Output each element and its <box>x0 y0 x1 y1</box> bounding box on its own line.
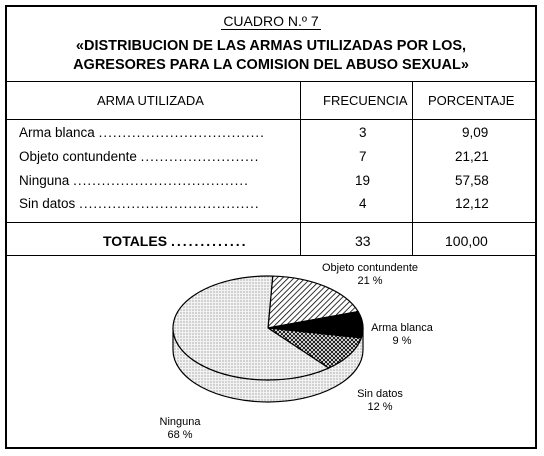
totals-porcentaje: 100,00 <box>445 233 488 249</box>
row-frecuencia: 3 <box>359 125 367 140</box>
header-frecuencia: FRECUENCIA <box>323 93 408 108</box>
slice-label-name: Sin datos <box>357 388 403 400</box>
row-label: Ninguna ..................................... <box>19 173 249 188</box>
slice-label-value: 21 % <box>357 275 383 287</box>
totals-label: TOTALES ............. <box>103 233 248 249</box>
slice-label-name: Ninguna <box>159 416 201 428</box>
leader-dots: ............. <box>170 233 248 249</box>
row-frecuencia: 19 <box>355 173 371 188</box>
totals-frecuencia: 33 <box>355 233 371 249</box>
slice-label-name: Arma blanca <box>371 322 433 334</box>
row-porcentaje: 12,12 <box>455 196 489 211</box>
pie-group <box>173 276 363 402</box>
leader-dots: ................................... <box>98 125 265 140</box>
slice-label-value: 9 % <box>392 335 412 347</box>
slice-label-name: Objeto contundente <box>321 262 419 274</box>
header-arma: ARMA UTILIZADA <box>97 93 204 108</box>
title-line-1: «DISTRIBUCION DE LAS ARMAS UTILIZADAS POR LOS, <box>75 38 467 54</box>
leader-dots: ..................................... <box>73 173 249 188</box>
header-porcentaje: PORCENTAJE <box>428 93 515 108</box>
row-porcentaje: 57,58 <box>455 173 489 188</box>
title-line-2: AGRESORES PARA LA COMISION DEL ABUSO SEXUAL» <box>73 57 469 73</box>
row-porcentaje: 21,21 <box>455 149 489 164</box>
slice-label-value: 12 % <box>367 401 393 413</box>
row-label: Objeto contundente ......................... <box>19 149 260 164</box>
row-porcentaje: 9,09 <box>462 125 489 140</box>
table-number: CUADRO N.º 7 <box>223 13 319 29</box>
leader-dots: ......................... <box>140 149 260 164</box>
row-frecuencia: 4 <box>359 196 367 211</box>
row-frecuencia: 7 <box>359 149 367 164</box>
slice-label-value: 68 % <box>167 429 193 441</box>
row-label: Arma blanca ................................... <box>19 125 265 140</box>
leader-dots: ...................................... <box>79 196 260 211</box>
row-label: Sin datos ...................................... <box>19 196 260 211</box>
